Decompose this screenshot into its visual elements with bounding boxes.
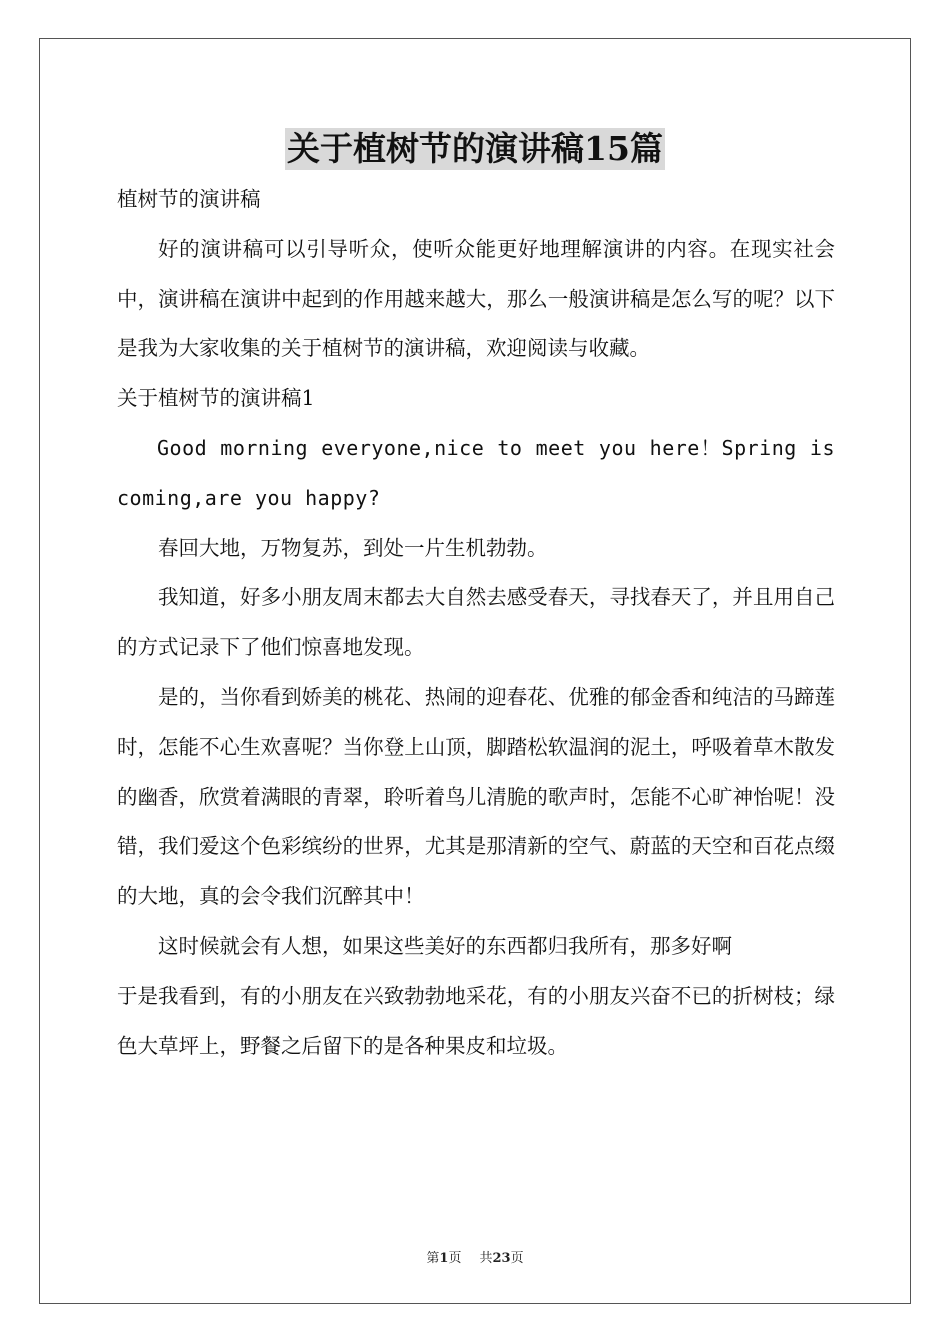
page-prefix: 第 — [426, 1251, 440, 1266]
paragraph: 于是我看到，有的小朋友在兴致勃勃地采花，有的小朋友兴奋不已的折树枝；绿色大草坪上，野餐之后留下的是各种果皮和垃圾。 — [117, 983, 835, 1058]
paragraph: 好的演讲稿可以引导听众，使听众能更好地理解演讲的内容。在现实社会中，演讲稿在演讲中起到的作用越来越大，那么一般演讲稿是怎么写的呢？以下是我为大家收集的关于植树节的演讲稿，欢迎阅读与收藏。 — [117, 236, 835, 361]
total-suffix: 页 — [510, 1251, 524, 1266]
page-total: 23 — [492, 1251, 511, 1266]
paragraph: 春回大地，万物复苏，到处一片生机勃勃。 — [158, 535, 548, 560]
page-suffix: 页 — [448, 1251, 462, 1266]
document-title: 关于植树节的演讲稿15篇 — [287, 129, 663, 168]
document-body — [117, 175, 835, 1071]
paragraph: 这时候就会有人想，如果这些美好的东西都归我所有，那多好啊 — [158, 933, 732, 958]
paragraph: 我知道，好多小朋友周末都去大自然去感受春天，寻找春天了，并且用自己的方式记录下了他们惊喜地发现。 — [117, 585, 835, 660]
paragraph: 是的，当你看到娇美的桃花、热闹的迎春花、优雅的郁金香和纯洁的马蹄莲时，怎能不心生欢喜呢？当你登上山顶，脚踏松软温润的泥土，呼吸着草木散发的幽香，欣赏着满眼的青翠，聆听着鸟儿清脆的歌声时，怎能不心旷神怡呢！没错，我们爱这个色彩缤纷的世界，尤其是那清新的空气、蔚蓝的天空和百花点缀的大地，真的会令我们沉醉其中！ — [117, 684, 835, 909]
page-current: 1 — [439, 1251, 449, 1266]
total-prefix: 共 — [479, 1251, 493, 1266]
page-footer — [0, 1247, 950, 1266]
paragraph: Good morning everyone,nice to meet you here！Spring is coming,are you happy? — [117, 435, 835, 510]
paragraph: 关于植树节的演讲稿1 — [117, 386, 315, 411]
title-container — [0, 128, 950, 170]
paragraph: 植树节的演讲稿 — [117, 187, 261, 211]
